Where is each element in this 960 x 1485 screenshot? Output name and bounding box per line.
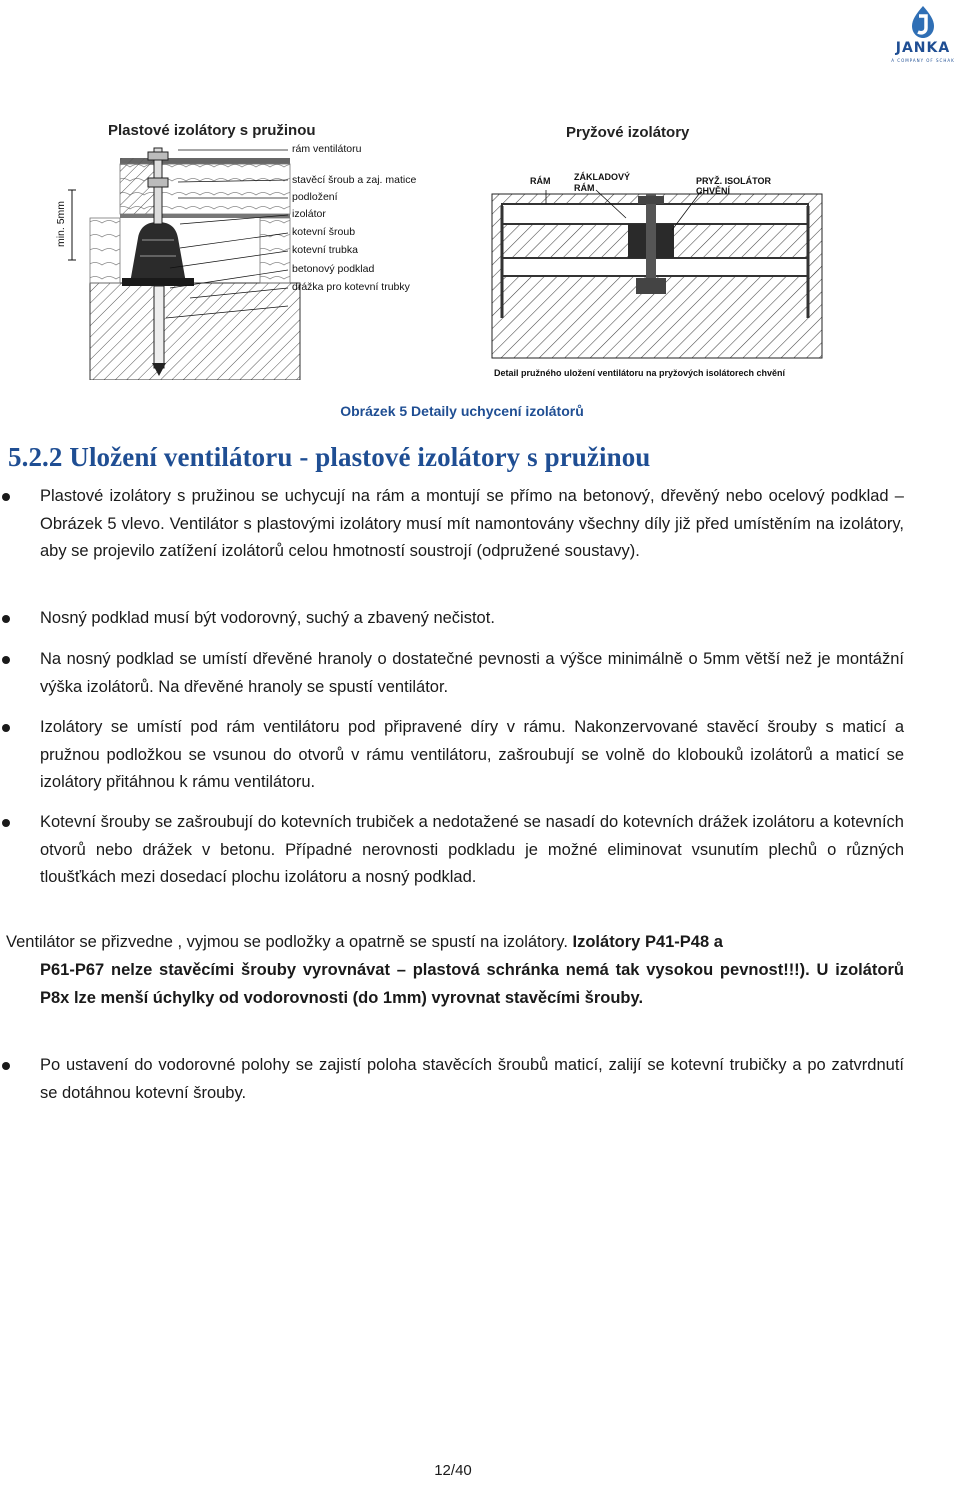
label-base-frame-2: RÁM (574, 183, 595, 193)
label-rubber-isolator-2: CHVĚNÍ (696, 186, 731, 196)
label-anchor-screw: kotevní šroub (292, 226, 356, 238)
section-heading: 5.2.2 Uložení ventilátoru - plastové izolátory s pružinou (8, 442, 651, 472)
dimension-label: min. 5mm (55, 200, 68, 248)
label-frame: RÁM (530, 176, 551, 186)
rubber-isolator-figure (486, 118, 832, 386)
bullet-paragraph: Izolátory se umístí pod rám ventilátoru pod připravené díry v rámu. Nakonzervované stavěcí šrouby s maticí a pružnou podložkou se vsunou do otvorů v rámu ventilátoru, zašroubují se volně do klobouků izolátorů a maticí se izolátory přitáhnou k rámu ventilátoru. (40, 718, 904, 791)
janka-logo (886, 4, 960, 70)
label-shim: podložení (292, 191, 338, 203)
page-number: 12/40 (434, 1462, 472, 1479)
right-figure-title: Pryžové izolátory (566, 124, 690, 141)
label-isolator: izolátor (292, 208, 326, 220)
bullet-paragraph: Plastové izolátory s pružinou se uchycují na rám a montují se přímo na betonový, dřevěný nebo ocelový podklad – Obrázek 5 vlevo. Ventilátor s plastovými izolátory musí mít namontovány všechny díly již před umístěním na izolátory, aby se projevilo zatížení izolátorů celou hmotností soustrojí (odpružené soustavy). (40, 487, 904, 560)
rubber-isolator-drawing (486, 118, 832, 386)
warning-text-rest: P61-P67 nelze stavěcími šrouby vyrovnávat – plastová schránka nemá tak vysokou pevnost!!!). U izolátorů P8x lze menší úchylky od vodorovnosti (do 1mm) vyrovnat stavěcími šrouby. (40, 961, 904, 1007)
bullet-dot (2, 819, 10, 827)
bullet-dot (2, 493, 10, 501)
adjustment-paragraph (6, 929, 904, 957)
label-concrete-base: betonový podklad (292, 263, 375, 275)
bullet-paragraph: Po ustavení do vodorovné polohy se zajistí poloha stavěcích šroubů maticí, zalijí se kotevní trubičky a po zatvrdnutí se dotáhnou kotevní šrouby. (40, 1056, 904, 1102)
bullet-dot (2, 656, 10, 664)
logo-brand: JANKA (895, 40, 951, 56)
label-anchor-groove: drážka pro kotevní trubky (292, 281, 410, 293)
left-figure-title: Plastové izolátory s pružinou (108, 122, 316, 139)
bullet-dot (2, 1062, 10, 1070)
figure-caption: Obrázek 5 Detaily uchycení izolátorů (340, 403, 584, 419)
logo-tagline: A COMPANY OF SCHAK (891, 58, 955, 63)
plastic-isolator-figure (55, 118, 430, 380)
bullet-paragraph: Nosný podklad musí být vodorovný, suchý a zbavený nečistot. (40, 609, 495, 627)
plastic-isolator-drawing (60, 118, 430, 380)
label-set-screw: stavěcí šroub a zaj. matice (292, 174, 417, 186)
bullet-dot (2, 615, 10, 623)
label-base-frame-1: ZÁKLADOVÝ (574, 172, 630, 182)
label-anchor-tube: kotevní trubka (292, 244, 358, 256)
adjustment-text: Ventilátor se přizvedne , vyjmou se podložky a opatrně se spustí na izolátory. (6, 933, 568, 951)
bullet-paragraph: Na nosný podklad se umístí dřevěné hranoly o dostatečné pevnosti a výšce minimálně o 5mm větší než je montážní výška izolátorů. Na dřevěné hranoly se spustí ventilátor. (40, 650, 904, 696)
right-figure-caption: Detail pružného uložení ventilátoru na pryžových isolátorech chvění (494, 368, 786, 378)
bullet-dot (2, 724, 10, 732)
water-drop-icon (886, 4, 960, 40)
bullet-paragraph: Kotevní šrouby se zašroubují do kotevních trubiček a nedotažené se nasadí do kotevních drážek izolátoru a kotevních otvorů nebo drážek v betonu. Případné nerovnosti podkladu je možné eliminovat vsunutím plechů o různých tloušťkách mezi dosedací plochu izolátoru a nosný podklad. (40, 813, 904, 886)
label-rubber-isolator-1: PRYŽ. ISOLÁTOR (696, 176, 772, 186)
label-fan-frame: rám ventilátoru (292, 143, 362, 155)
warning-text-start: Izolátory P41-P48 a (572, 933, 723, 951)
